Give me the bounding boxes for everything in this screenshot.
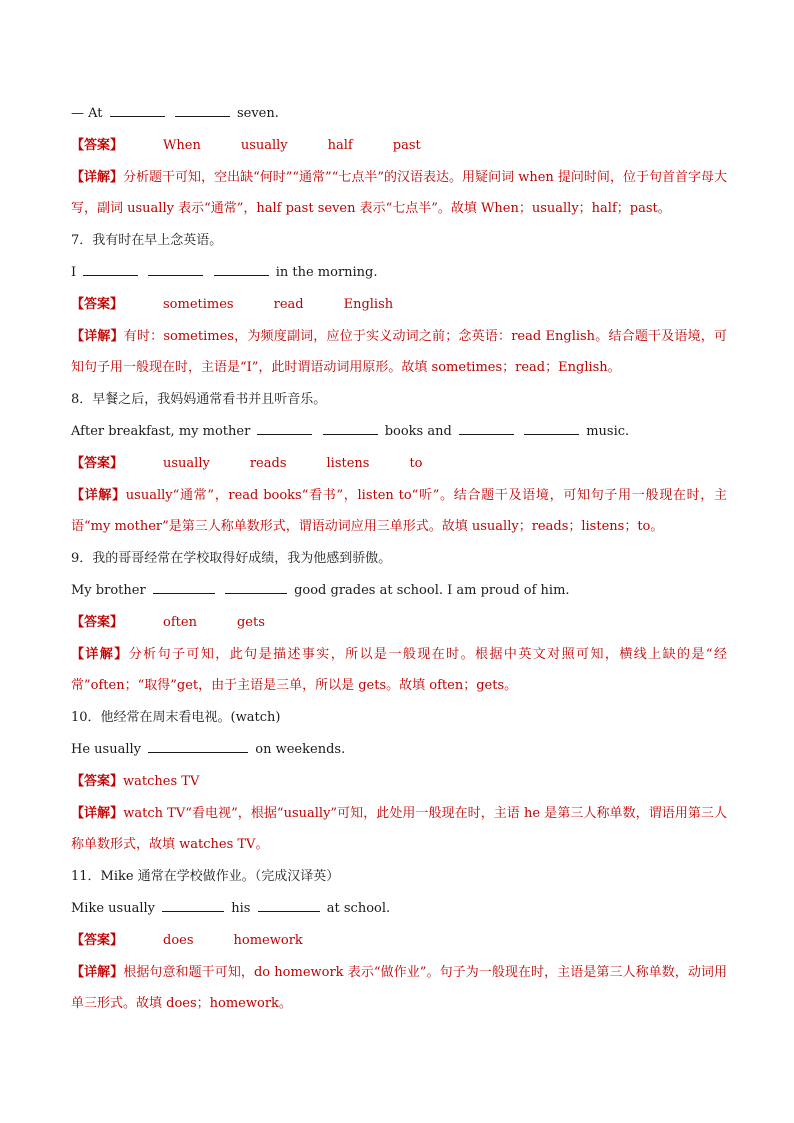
answer-line: [71, 607, 727, 639]
explanation: [71, 321, 727, 385]
answer-label: 【答案】: [71, 455, 124, 471]
prompt-text: After breakfast, my mother: [71, 423, 251, 439]
prompt-line: [71, 575, 727, 607]
answer-value: usually: [163, 455, 210, 471]
explanation: [71, 798, 727, 862]
answer-label: 【答案】: [71, 932, 124, 948]
answer-label: 【答案】: [71, 137, 124, 153]
answer-line: [71, 130, 727, 162]
explain-label: 【详解】: [71, 646, 129, 662]
question-title: 9．我的哥哥经常在学校取得好成绩，我为他感到骄傲。: [71, 551, 392, 567]
explanation: [71, 639, 727, 703]
explanation-text: watch TV“看电视”，根据“usually”可知，此处用一般现在时，主语 he 是第三人称单数，谓语用第三人称单数形式，故填 watches TV。: [71, 805, 727, 853]
answer-line: [71, 766, 727, 798]
answer-value: gets: [236, 614, 265, 630]
question-title: 10．他经常在周末看电视。(watch): [71, 710, 281, 726]
explanation-text: 分析句子可知，此句是描述事实，所以是一般现在时。根据中英文对照可知，横线上缺的是“经常”often；“取得”get，由于主语是三单，所以是 gets。故填 often；gets。: [71, 646, 727, 694]
explanation-text: 分析题干可知，空出缺“何时”“通常”“七点半”的汉语表达。用疑问词 when 提问时间，位于句首首字母大写，副词 usually 表示“通常”，half past seven 表示“七点半”。故填 When；usually；half；past。: [71, 169, 727, 217]
answer-value: listens: [326, 455, 370, 471]
answer-blank: [175, 102, 230, 117]
answer-blank: [225, 579, 287, 594]
explain-label: 【详解】: [71, 169, 124, 185]
answer-blank: [83, 261, 138, 276]
explain-label: 【详解】: [71, 487, 126, 503]
answer-value: usually: [240, 137, 288, 153]
prompt-text: I: [71, 264, 77, 280]
explanation: [71, 957, 727, 1021]
answer-value: When: [163, 137, 201, 153]
prompt-text: in the morning.: [275, 264, 378, 280]
answer-value: reads: [249, 455, 287, 471]
explanation: [71, 162, 727, 226]
explanation-text: usually“通常”，read books“看书”，listen to“听”。结合题干及语境，可知句子用一般现在时，主语“my mother”是第三人称单数形式，谓语动词应用三单形式。故填 usually；reads；listens；to。: [71, 487, 727, 535]
prompt-text: music.: [586, 423, 630, 439]
answer-value: homework: [233, 932, 303, 948]
explain-label: 【详解】: [71, 328, 124, 344]
answer-blank: [110, 102, 165, 117]
answer-label: 【答案】: [71, 296, 124, 312]
prompt-line: [71, 416, 727, 448]
prompt-text: good grades at school. I am proud of him.: [294, 582, 570, 598]
prompt-line: [71, 734, 727, 766]
explanation: [71, 480, 727, 544]
answer-label: 【答案】: [71, 773, 124, 789]
question-title: 11．Mike 通常在学校做作业。（完成汉译英）: [71, 869, 340, 885]
answer-blank: [257, 420, 312, 435]
prompt-text: Mike usually: [71, 900, 155, 916]
answer-line: [71, 289, 727, 321]
answer-blank: [214, 261, 269, 276]
prompt-line: [71, 98, 727, 130]
question-title: 8．早餐之后，我妈妈通常看书并且听音乐。: [71, 392, 327, 408]
prompt-text: seven.: [236, 106, 279, 121]
question-title: 7．我有时在早上念英语。: [71, 233, 223, 249]
explain-label: 【详解】: [71, 805, 124, 821]
answer-value: read: [273, 296, 304, 312]
answer-value: often: [163, 614, 197, 630]
answer-value: does: [163, 932, 194, 948]
prompt-line: [71, 893, 727, 925]
answer-value: sometimes: [163, 296, 234, 312]
answer-line: [71, 925, 727, 957]
answer-blank: [153, 579, 215, 594]
answer-blank: [148, 261, 203, 276]
prompt-text: He usually: [71, 741, 141, 757]
answer-blank: [323, 420, 378, 435]
explanation-text: 根据句意和题干可知，do homework 表示“做作业”。句子为一般现在时，主语是第三人称单数，动词用单三形式。故填 does；homework。: [71, 964, 727, 1012]
answer-value: to: [409, 455, 423, 471]
document-page: [71, 98, 727, 1020]
answer-blank: [524, 420, 579, 435]
explanation-text: 有时：sometimes，为频度副词，应位于实义动词之前；念英语：read English。结合题干及语境，可知句子用一般现在时，主语是“I”，此时谓语动词用原形。故填 sometimes；read；English。: [71, 328, 727, 376]
answer-value: half: [327, 137, 353, 153]
answer-blank: [162, 897, 224, 912]
prompt-text: — At: [71, 106, 103, 121]
prompt-line: [71, 257, 727, 289]
prompt-text: on weekends.: [255, 741, 346, 757]
prompt-text: books and: [384, 423, 452, 439]
answer-blank: [459, 420, 514, 435]
answer-blank: [258, 897, 320, 912]
answer-blank: [148, 738, 248, 753]
explain-label: 【详解】: [71, 964, 124, 980]
answer-label: 【答案】: [71, 614, 124, 630]
answer-line: [71, 448, 727, 480]
answer-value: English: [343, 296, 394, 312]
prompt-text: at school.: [326, 900, 391, 916]
answer-value: past: [392, 137, 421, 153]
prompt-text: his: [231, 900, 251, 916]
prompt-text: My brother: [71, 582, 146, 598]
answer-value: watches TV: [123, 773, 200, 789]
